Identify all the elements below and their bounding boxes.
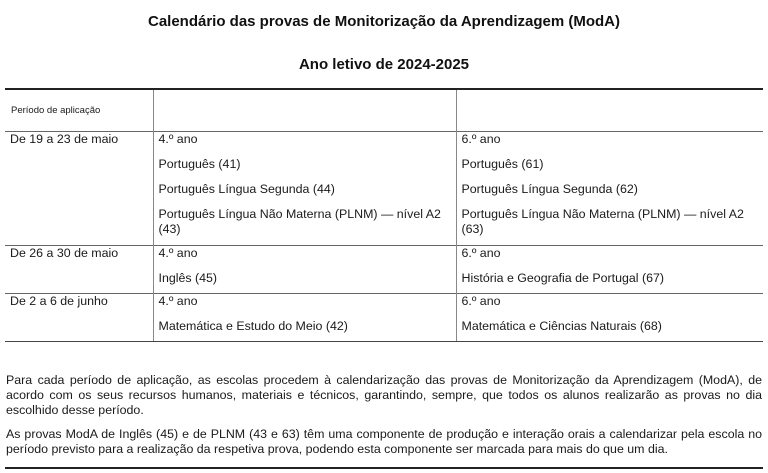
header-col2 (153, 89, 456, 132)
table-row (5, 246, 763, 294)
table-header-row (5, 89, 763, 132)
notes-section (6, 373, 762, 466)
header-period: Período de aplicação (11, 105, 101, 116)
exam-item: Português Língua Segunda (44) (158, 182, 335, 196)
header-col3 (456, 89, 763, 132)
exam-item: Português (41) (158, 157, 241, 171)
grade4-cell (153, 294, 456, 342)
school-year-subtitle: Ano letivo de 2024-2025 (298, 56, 470, 73)
grade-label: 4.º ano (158, 132, 198, 146)
period-label: De 19 a 23 de maio (10, 132, 119, 146)
exam-item: História e Geografia de Portugal (67) (461, 271, 664, 285)
period-label: De 26 a 30 de maio (10, 246, 119, 260)
period-label: De 2 a 6 de junho (10, 294, 108, 308)
grade6-cell (456, 294, 763, 342)
period-cell (5, 132, 153, 246)
exam-item: Matemática e Ciências Naturais (68) (461, 319, 662, 333)
bottom-divider (5, 467, 763, 469)
note-paragraph: As provas ModA de Inglês (45) e de PLNM (43 e 63) têm uma componente de produção e interação orais a calendarizar pela escola no período previsto para a realização da respetiva prova, podendo esta componente ser marcada para mais do que um dia. (6, 427, 762, 456)
table-row (5, 132, 763, 246)
exam-item: Inglês (45) (158, 271, 218, 285)
period-cell (5, 294, 153, 342)
grade-label: 6.º ano (461, 294, 501, 308)
grade4-cell (153, 246, 456, 294)
exam-item: Português (61) (461, 157, 544, 171)
grade6-cell (456, 246, 763, 294)
table-row (5, 294, 763, 342)
exam-item: Matemática e Estudo do Meio (42) (158, 319, 348, 333)
period-cell (5, 246, 153, 294)
exam-item: Português Língua Não Materna (PLNM) — nível A2 (43) (158, 207, 441, 236)
exam-item: Português Língua Segunda (62) (461, 182, 638, 196)
grade-label: 4.º ano (158, 246, 198, 260)
document-title: Calendário das provas de Monitorização da Aprendizagem (ModA) (147, 13, 621, 30)
grade6-cell (456, 132, 763, 246)
grade4-cell (153, 132, 456, 246)
grade-label: 6.º ano (461, 246, 501, 260)
note-paragraph: Para cada período de aplicação, as escolas procedem à calendarização das provas de Monitorização da Aprendizagem (ModA), de acordo com os seus recursos humanos, materiais e técnicos, garantindo, sempre, que todos os alunos realizarão as provas no dia escolhido desse período. (6, 373, 762, 417)
exam-item: Português Língua Não Materna (PLNM) — nível A2 (63) (461, 207, 744, 236)
exam-calendar-table (5, 88, 763, 342)
grade-label: 4.º ano (158, 294, 198, 308)
grade-label: 6.º ano (461, 132, 501, 146)
